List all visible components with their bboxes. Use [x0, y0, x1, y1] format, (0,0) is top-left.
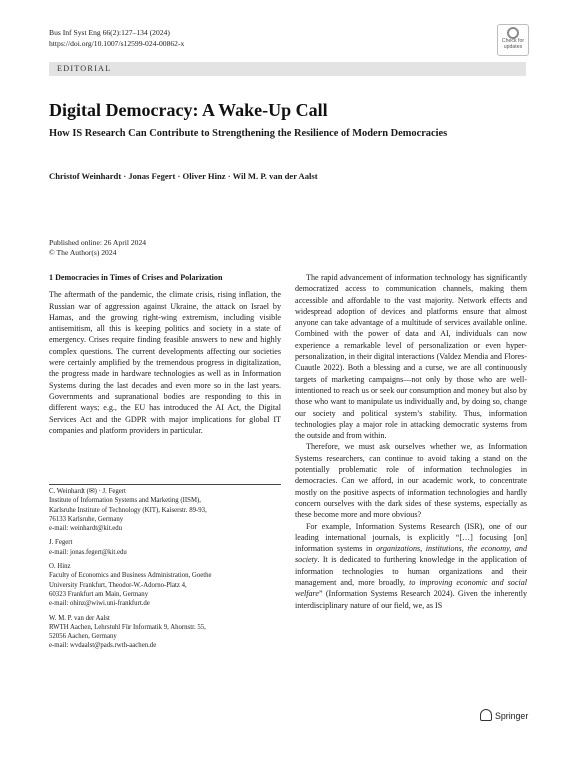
springer-horse-icon: [480, 709, 492, 721]
affiliation-line: 52056 Aachen, Germany: [49, 633, 117, 641]
body-paragraph: The aftermath of the pandemic, the climate crisis, rising inflation, the Russian war of aggression against Ukraine, the attack on Israel by Hamas, and the growing right-wing extremism, including visible antisemitism, all this is keeping politics and society in a state of emergency. Crises require finding feasible answers to new and highly complex questions. The current developments affecting our societies were certainly amplified by the tremendous progress in digitalization, the progress made in hardware technologies as well as in Information Systems during the last decades and even more so in the last years. Governments and supranational bodies are responding to this in different ways; e.g., the EU has introduced the AI Act, the Digital Services Act and the GDPR with major implications for global IT companies and platform providers in particular.: [49, 290, 281, 435]
body-paragraph: The rapid advancement of information technology has significantly democratized access to communication channels, making them accessible and affordable to the vast majority. Network effects and widespread adoption of devices and platforms ensure that almost anyone can take advantage of a multitude of services available online. Combined with the power of data and AI, individuals can now experience a remarkable level of personalization or even hyper-personalization, in their digital interactions (Valdez Mendia and Flores-Cuautle 2022). Both a blessing and a curse, we are all continuously targets of marketing campaigns—not only by those who are well-intentioned to reach us or seek our consumption and money but also by those who want to manipulate us individually and, by doing so, change our society and political system’s stability. Thus, information technologies play a major role in attacking democratic systems from the outside and from within.: [295, 273, 527, 441]
affiliation-authors: W. M. P. van der Aalst: [49, 614, 110, 622]
affiliation-email[interactable]: e-mail: weinhardt@kit.edu: [49, 525, 123, 533]
affiliation-email[interactable]: e-mail: wvdaalst@pads.rwth-aachen.de: [49, 642, 157, 650]
section-label: EDITORIAL: [57, 64, 112, 73]
affiliation-block: [49, 538, 281, 557]
article-meta: [49, 27, 184, 49]
publisher-logo: [480, 709, 528, 721]
body-paragraph: [295, 521, 527, 611]
publisher-name: Springer: [495, 711, 529, 721]
affiliation-line: Institute of Information Systems and Marketing (IISM),: [49, 497, 201, 505]
badge-line-2: updates: [503, 43, 523, 50]
affiliation-line: 76133 Karlsruhe, Germany: [49, 515, 124, 523]
article-title: Digital Democracy: A Wake-Up Call: [49, 100, 328, 120]
emphasis-run: to improving economic and social welfare: [295, 578, 527, 599]
text-run: ” (Information Systems Research 2024). Given the inherently interdisciplinary nature of our field, we, as IS: [295, 589, 527, 610]
affiliation-block: [49, 614, 281, 651]
author-list: Christof Weinhardt · Jonas Fegert · Oliver Hinz · Wil M. P. van der Aalst: [49, 171, 318, 181]
affiliation-line: Faculty of Economics and Business Administration, Goethe: [49, 572, 212, 580]
affiliation-authors: C. Weinhardt (✉) · J. Fegert: [49, 488, 126, 495]
affiliation-line: 60323 Frankfurt am Main, Germany: [49, 590, 149, 598]
footnote-divider: [49, 484, 281, 485]
affiliation-email[interactable]: e-mail: ohinz@wiwi.uni-frankfurt.de: [49, 600, 150, 608]
affiliation-authors: O. Hinz: [49, 563, 71, 571]
affiliation-block: [49, 487, 281, 533]
affiliation-email[interactable]: e-mail: jonas.fegert@kit.edu: [49, 548, 127, 556]
affiliation-authors: J. Fegert: [49, 539, 73, 547]
affiliations: [49, 487, 281, 656]
emphasis-run: organizations, institutions, the economy, and society: [295, 544, 527, 565]
journal-citation: Bus Inf Syst Eng 66(2):127–134 (2024): [49, 28, 170, 37]
section-heading: 1 Democracies in Times of Crises and Polarization: [49, 273, 223, 282]
affiliation-line: Karlsruhe Institute of Technology (KIT), Kaiserstr. 89-93,: [49, 506, 207, 514]
affiliation-line: RWTH Aachen, Lehrstuhl Für Informatik 9, Ahornstr. 55,: [49, 623, 206, 631]
text-run: . It is dedicated to furthering knowledge in the application of information technologies to human organizations and their management and, more broadly,: [295, 555, 527, 588]
article-subtitle: How IS Research Can Contribute to Strengthening the Resilience of Modern Democracies: [49, 128, 448, 139]
left-column: [49, 272, 281, 436]
body-paragraph: Therefore, we must ask ourselves whether we, as Information Systems researchers, can continue to avoid taking a stand on the potentially problematic role of information technologies in democracies. Can we afford, in our academic work, to concentrate mostly on the positive aspects of information technologies and hardly concern ourselves with the dark sides of these systems, especially as these become more and more obvious?: [295, 442, 527, 520]
doi-link[interactable]: https://doi.org/10.1007/s12599-024-00862-x: [49, 39, 185, 48]
affiliation-block: [49, 562, 281, 608]
publication-info: [49, 238, 146, 257]
section-label-bar: [49, 62, 526, 76]
affiliation-line: University Frankfurt, Theodor-W.-Adorno-Platz 4,: [49, 581, 187, 589]
badge-line-1: Check for: [501, 38, 525, 44]
text-run: For example, Information Systems Research (ISR), one of our leading international journals, is explicitly “[…] focusing [on] information systems in: [295, 521, 527, 554]
published-date: Published online: 26 April 2024: [49, 238, 147, 247]
check-for-updates-badge[interactable]: [497, 24, 529, 56]
copyright-line: © The Author(s) 2024: [49, 247, 117, 257]
right-column: [295, 272, 527, 611]
